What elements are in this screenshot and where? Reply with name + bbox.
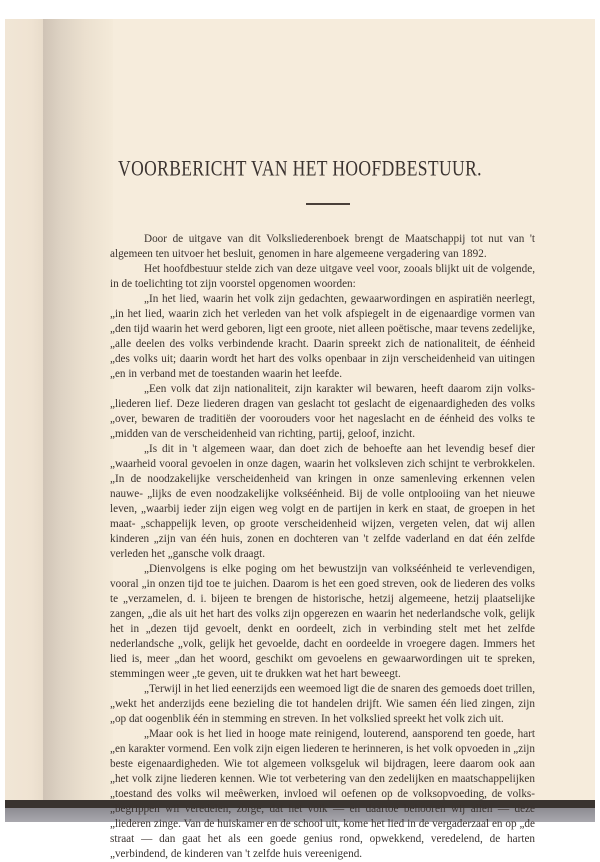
paragraph: „Maar ook is het lied in hooge mate reinigend, louterend, aansporend ten goede, hart „en karakter vormend. Een volk zijn eigen liederen te herinneren, is het volk opvoeden in „zijn beste eigenaardigheden. Wie tot algemeen volksgeluk wil bijdragen, leere daarom ook aan „het volk zijne liederen kennen. Wie tot verbetering van den zedelijken en maatschappelijken „toestand des volks wil meêwerken, invloed wil oefenen op de volksopvoeding, de volks- „begrippen wil veredelen, zorge, dat het volk — en daartoe behooren wij allen — deze „liederen zinge. Van de huiskamer en de school uit, kome het lied in de vergaderzaal en op „de straat — dan gaat het als een goede genius rond, opwekkend, veredelend, de harten „verbindend, de kinderen van 't zelfde huis vereenigend. bbox=[110, 728, 535, 860]
page-title: VOORBERICHT VAN HET HOOFDBESTUUR. bbox=[118, 155, 482, 181]
paragraph: „Is dit in 't algemeen waar, dan doet zich de behoefte aan het levendig besef dier „waarheid vooral gevoelen in onze dagen, waarin het volksleven zich schijnt te verbrokkelen. „In de noodzakelijke verscheidenheid van kringen in onze samenleving erkennen velen nauwe- „lijks de even noodzakelijke volkséénheid. Bij de volle ontplooiing van het nieuwe leven, „waarbij ieder zijn eigen weg volgt en de partijen in kerk en staat, de groepen in het maat- „schappelijk leven, op groote verscheidenheid wijzen, vergeten velen, dat wij allen kinderen „zijn van één huis, zonen en dochteren van 't zelfde vaderland en dat één zelfde verleden het „gansche volk draagt. bbox=[110, 443, 535, 560]
page-gutter-shadow bbox=[43, 19, 113, 814]
title-divider bbox=[306, 203, 350, 205]
paragraph: „Terwijl in het lied eenerzijds een weemoed ligt die de snaren des gemoeds doet trillen, „wekt het anderzijds eene bezieling die tot handelen drijft. Wie samen één lied zingen, zijn „op dat oogenblik één in stemming en streven. In het volkslied spreekt het volk zich uit. bbox=[110, 683, 535, 725]
paragraph: „Dienvolgens is elke poging om het bewustzijn van volkséénheid te verlevendigen, vooral „in onzen tijd toe te juichen. Daarom is het een goed streven, ook de liederen des volks te „verzamelen, d. i. bijeen te brengen de historische, hetzij algemeene, hetzij plaatselijke zangen, „die als uit het hart des volks zijn opgerezen en waarin het nederlandsche volk, gelijk het in „dezen tijd gevoelt, denkt en oordeelt, zich in verbinding stelt met het zelfde nederlandsche „volk, gelijk het gevoelde, dacht en oordeelde in vroegere dagen. Immers het lied is, meer „dan het woord, geschikt om gevoelens en gewaarwordingen uit te spreken, stemmingen weer „te geven, uit te drukken wat het hart beweegt. bbox=[110, 563, 535, 680]
paragraph: Het hoofdbestuur stelde zich van deze uitgave veel voor, zooals blijkt uit de volgende, in de toelichting tot zijn voorstel opgenomen woorden: bbox=[110, 263, 535, 290]
body-text bbox=[110, 232, 535, 862]
paragraph: Door de uitgave van dit Volksliederenboek brengt de Maatschappij tot nut van 't algemeen ten uitvoer het besluit, genomen in hare algemeene vergadering van 1892. bbox=[110, 233, 535, 260]
left-page-edge bbox=[5, 19, 43, 814]
paragraph: „Een volk dat zijn nationaliteit, zijn karakter wil bewaren, heeft daarom zijn volks- „liederen lief. Deze liederen dragen van geslacht tot geslacht de eigenaardigheden des volks „over, bewaren de traditiën der voorouders voor het nageslacht en de éénheid des volks te „midden van de verscheidenheid van richting, partij, geloof, inzicht. bbox=[110, 383, 535, 440]
paragraph: „In het lied, waarin het volk zijn gedachten, gewaarwordingen en aspiratiën neerlegt, „in het lied, waarin zich het verleden van het volk afspiegelt in de eigenaardige vormen van „den tijd waarin het werd geboren, ligt een groote, niet alleen poëtische, maar tevens zedelijke, „alle deelen des volks verbindende kracht. Daarin spreekt zich de nationaliteit, de éénheid „des volks uit; daarin wordt het hart des volks openbaar in zijn verscheidenheid van uitingen „en in verband met de toestanden waarin het leefde. bbox=[110, 293, 535, 380]
